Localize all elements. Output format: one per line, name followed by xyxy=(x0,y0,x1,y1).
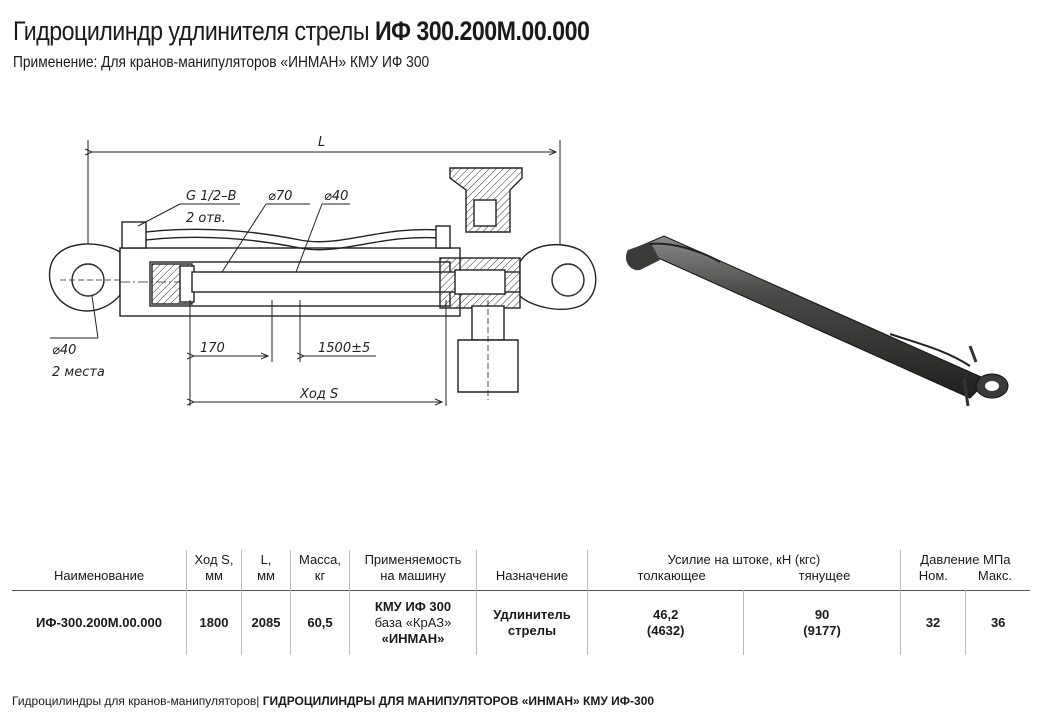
spec-table xyxy=(12,550,1030,655)
cell-p-max: 36 xyxy=(990,615,1006,630)
cylinder-body xyxy=(50,168,596,400)
cell-p-nom: 32 xyxy=(900,591,966,656)
cell-name: ИФ-300.200М.00.000 xyxy=(12,591,187,656)
breadcrumb-current: ГИДРОЦИЛИНДРЫ ДЛЯ МАНИПУЛЯТОРОВ «ИНМАН» КМУ ИФ-300 xyxy=(262,694,655,708)
col-force: Усилие на штоке, кН (кгс) толкающее тянущее xyxy=(588,550,901,591)
dia-40-label: ⌀40 xyxy=(324,189,349,204)
cell-push: 46,2 (4632) xyxy=(588,591,744,656)
dim-1500-label: 1500±5 xyxy=(318,341,371,356)
col-length: L, мм xyxy=(242,550,291,591)
cell-purpose: Удлинитель стрелы xyxy=(477,591,588,656)
thread-label: G 1/2–B xyxy=(186,189,237,204)
col-purpose: Назначение xyxy=(477,550,588,591)
cell-mass: 60,5 xyxy=(291,591,350,656)
col-name: Наименование xyxy=(12,550,187,591)
cell-stroke: 1800 xyxy=(187,591,242,656)
col-applic: Применяемость на машину xyxy=(350,550,477,591)
dim-L-label: L xyxy=(318,135,326,150)
dia-pin-label: ⌀40 xyxy=(52,343,77,358)
col-stroke: Ход S, мм xyxy=(187,550,242,591)
dim-170-label: 170 xyxy=(200,341,225,356)
dia-70-label: ⌀70 xyxy=(268,189,293,204)
col-mass: Масса, кг xyxy=(291,550,350,591)
breadcrumb-link[interactable]: Гидроцилиндры для кранов-манипуляторов| xyxy=(12,694,260,708)
title-prefix: Гидроцилиндр удлинителя стрелы xyxy=(13,16,369,46)
col-pressure: Давление МПа Ном. Макс. xyxy=(918,552,1012,583)
stroke-label: Ход S xyxy=(300,387,339,402)
table-row xyxy=(12,591,1030,656)
page-subtitle: Применение: Для кранов-манипуляторов «ИНМАН» КМУ ИФ 300 xyxy=(13,54,430,71)
table-header-row xyxy=(12,550,1030,591)
cell-applic: КМУ ИФ 300 база «КрАЗ» «ИНМАН» xyxy=(350,591,477,656)
thread-count-label: 2 отв. xyxy=(186,211,226,226)
title-code: ИФ 300.200М.00.000 xyxy=(374,16,590,46)
cell-length: 2085 xyxy=(242,591,291,656)
cell-pull: 90 (9177) xyxy=(744,591,900,656)
breadcrumb xyxy=(12,694,654,708)
cylinder-3d-render xyxy=(626,236,1008,406)
pin-count-label: 2 места xyxy=(52,365,105,380)
